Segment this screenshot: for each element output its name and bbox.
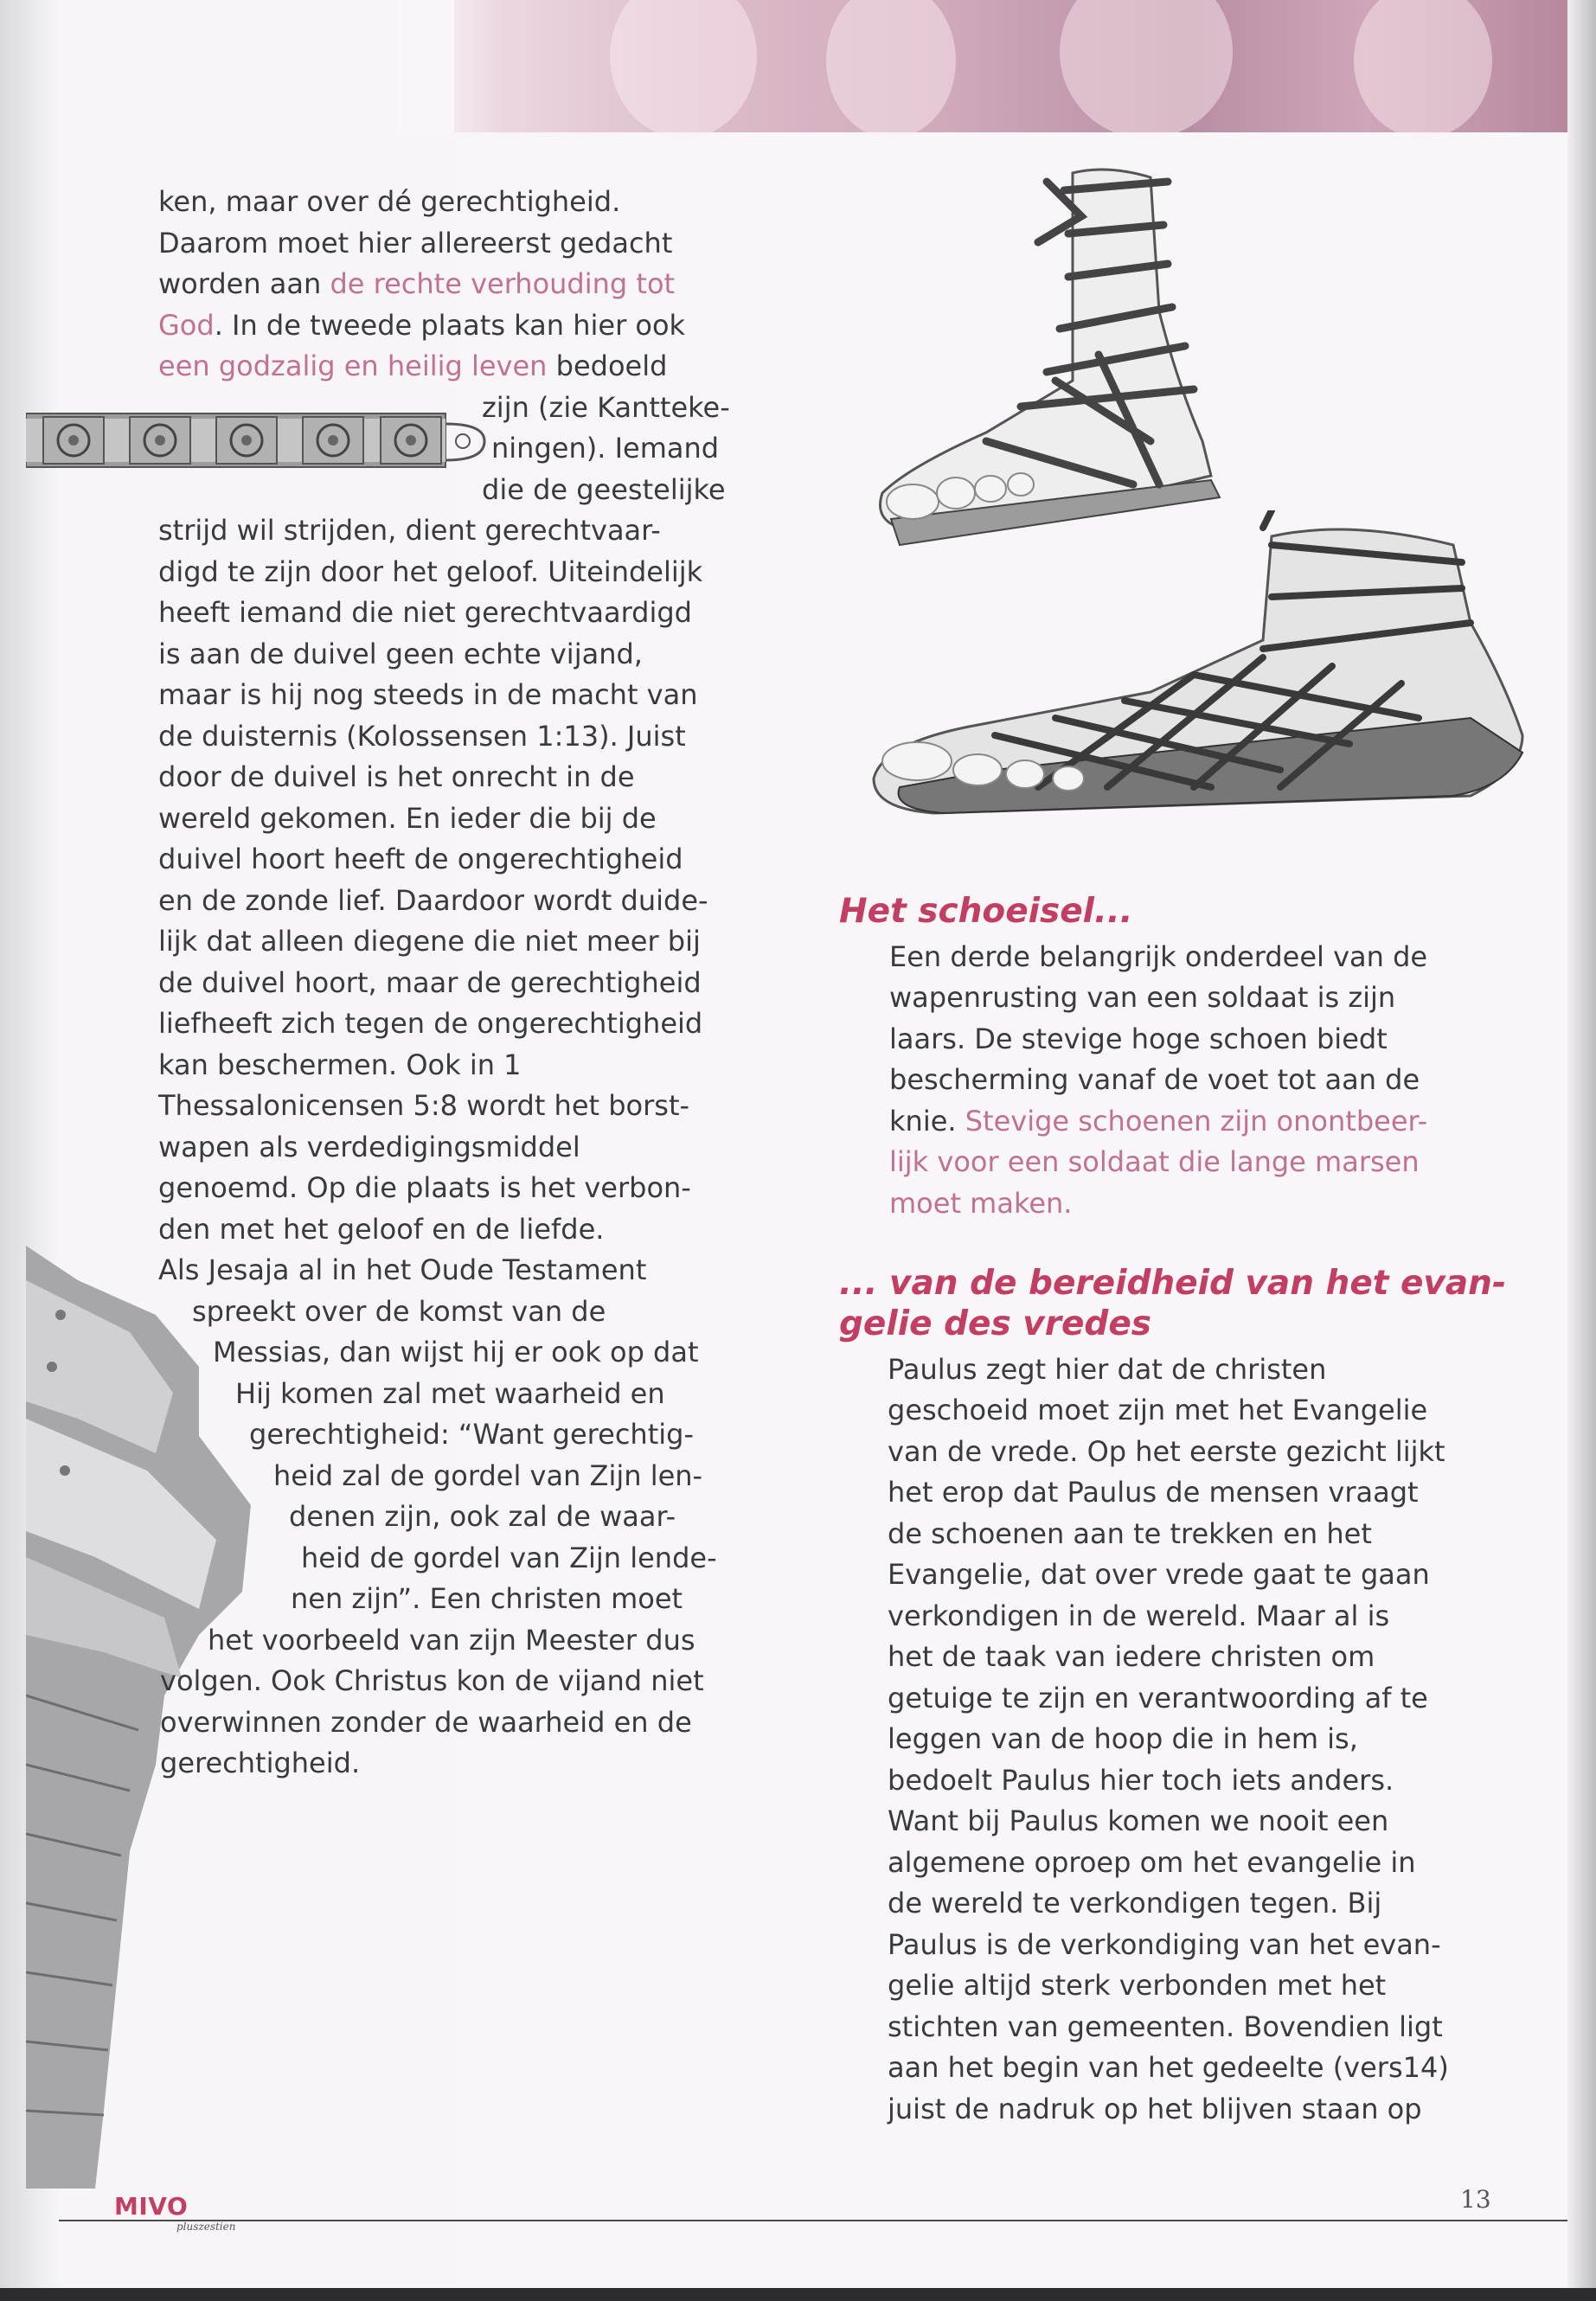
text-line: kan beschermen. Ook in 1	[158, 1048, 522, 1081]
text-line: genoemd. Op die plaats is het verbon-	[158, 1171, 691, 1204]
sandal-illustration-low	[865, 510, 1531, 830]
text-line: bescherming vanaf de voet tot aan de	[889, 1063, 1420, 1096]
text-line: heid de gordel van Zijn lende-	[301, 1541, 717, 1574]
text-line: overwinnen zonder de waarheid en de	[160, 1706, 692, 1739]
text-segment: bedoeld	[547, 349, 668, 382]
header-photo-banner	[454, 0, 1567, 132]
scan-bottom-edge	[0, 2288, 1596, 2301]
text-line: Thessalonicensen 5:8 wordt het borst-	[158, 1089, 690, 1122]
text-line: gerechtigheid.	[160, 1747, 361, 1779]
text-line: door de duivel is het onrecht in de	[158, 760, 635, 793]
text-line: strijd wil strijden, dient gerechtvaar-	[158, 514, 661, 547]
text-line: duivel hoort heeft de ongerechtigheid	[158, 843, 683, 875]
highlighted-text: een godzalig en heilig leven	[158, 349, 548, 382]
text-line: Daarom moet hier allereerst gedacht	[158, 227, 673, 260]
sandal-illustration-upright	[874, 156, 1237, 562]
text-line: Hij komen zal met waarheid en	[235, 1377, 665, 1410]
highlighted-text: lijk voor een soldaat die lange marsen	[889, 1145, 1420, 1178]
belt-illustration	[26, 407, 489, 476]
text-line: geschoeid moet zijn met het Evangelie	[888, 1394, 1428, 1426]
text-line: stichten van gemeenten. Bovendien ligt	[888, 2010, 1443, 2043]
text-line: Een derde belangrijk onderdeel van de	[889, 940, 1428, 973]
text-line: Want bij Paulus komen we nooit een	[888, 1804, 1389, 1837]
text-line: wapenrusting van een soldaat is zijn	[889, 981, 1396, 1014]
text-line: gerechtigheid: “Want gerechtig-	[249, 1418, 694, 1451]
text-line: laars. De stevige hoge schoen biedt	[889, 1022, 1388, 1055]
text-line: het erop dat Paulus de mensen vraagt	[888, 1476, 1419, 1509]
page-number: 13	[1460, 2185, 1491, 2214]
text-line: de duisternis (Kolossensen 1:13). Juist	[158, 720, 686, 753]
text-line: de schoenen aan te trekken en het	[888, 1517, 1372, 1550]
text-segment: knie.	[889, 1105, 965, 1138]
text-line: spreekt over de komst van de	[192, 1295, 606, 1328]
text-line: aan het begin van het gedeelte (vers14)	[888, 2051, 1449, 2084]
text-line	[158, 264, 675, 305]
magazine-logo: MIVO	[114, 2192, 189, 2221]
text-line: algemene oproep om het evangelie in	[888, 1846, 1416, 1879]
section-heading-schoeisel: Het schoeisel...	[839, 892, 1133, 931]
text-line: Paulus zegt hier dat de christen	[888, 1353, 1327, 1386]
text-line: Als Jesaja al in het Oude Testament	[158, 1253, 647, 1286]
text-line: Paulus is de verkondiging van het evan-	[888, 1928, 1441, 1961]
text-line	[158, 346, 667, 388]
text-line: Messias, dan wijst hij er ook op dat	[213, 1336, 699, 1368]
text-line	[158, 305, 685, 347]
text-line: liefheeft zich tegen de ongerechtigheid	[158, 1007, 703, 1040]
section-heading-bereidheid-cont: gelie des vredes	[839, 1304, 1151, 1343]
text-line: van de vrede. Op het eerste gezicht lijkt	[888, 1435, 1445, 1468]
text-line: het voorbeeld van zijn Meester dus	[208, 1624, 695, 1657]
text-line: nen zijn”. Een christen moet	[291, 1582, 683, 1615]
text-line	[889, 1101, 1427, 1143]
text-line: het de taak van iedere christen om	[888, 1640, 1375, 1673]
text-line: de duivel hoort, maar de gerechtigheid	[158, 966, 702, 999]
highlighted-text: Stevige schoenen zijn onontbeer-	[965, 1105, 1428, 1138]
highlighted-text: God	[158, 309, 215, 342]
text-line: die de geestelijke	[482, 473, 726, 506]
text-line: wapen als verdedigingsmiddel	[158, 1131, 580, 1163]
footer-rule	[59, 2220, 1567, 2221]
highlighted-text: de rechte verhouding tot	[330, 267, 676, 300]
text-line: gelie altijd sterk verbonden met het	[888, 1969, 1387, 2002]
text-line: de wereld te verkondigen tegen. Bij	[888, 1887, 1382, 1920]
text-line: digd te zijn door het geloof. Uiteindelijk	[158, 555, 703, 588]
text-line: verkondigen in de wereld. Maar al is	[888, 1599, 1390, 1632]
text-line: lijk dat alleen diegene die niet meer bij	[158, 925, 701, 958]
text-segment: . In de tweede plaats kan hier ook	[214, 309, 686, 342]
banner-fade	[398, 0, 502, 132]
text-line: wereld gekomen. En ieder die bij de	[158, 802, 657, 835]
page-edge	[1567, 0, 1596, 2301]
text-line: heeft iemand die niet gerechtvaardigd	[158, 596, 692, 629]
highlighted-text: moet maken.	[889, 1187, 1073, 1220]
section-heading-bereidheid: ... van de bereidheid van het evan-	[839, 1264, 1507, 1303]
text-line: denen zijn, ook zal de waar-	[289, 1500, 676, 1533]
text-segment: worden aan	[158, 267, 330, 300]
text-line: zijn (zie Kantteke-	[482, 391, 730, 424]
text-line: bedoelt Paulus hier toch iets anders.	[888, 1764, 1394, 1797]
text-line: is aan de duivel geen echte vijand,	[158, 638, 643, 670]
text-line: den met het geloof en de liefde.	[158, 1213, 605, 1246]
text-line: heid zal de gordel van Zijn len-	[273, 1459, 703, 1492]
text-line: volgen. Ook Christus kon de vijand niet	[160, 1664, 704, 1697]
text-line: ningen). Iemand	[491, 432, 720, 465]
text-line: maar is hij nog steeds in de macht van	[158, 678, 698, 711]
text-line: ken, maar over dé gerechtigheid.	[158, 185, 621, 218]
magazine-logo-subtitle: pluszestien	[176, 2221, 236, 2233]
text-line: juist de nadruk op het blijven staan op	[888, 2093, 1422, 2125]
text-line: getuige te zijn en verantwoording af te	[888, 1682, 1428, 1715]
text-line: Evangelie, dat over vrede gaat te gaan	[888, 1558, 1430, 1591]
text-line: en de zonde lief. Daardoor wordt duide-	[158, 884, 708, 917]
text-line: leggen van de hoop die in hem is,	[888, 1722, 1358, 1755]
